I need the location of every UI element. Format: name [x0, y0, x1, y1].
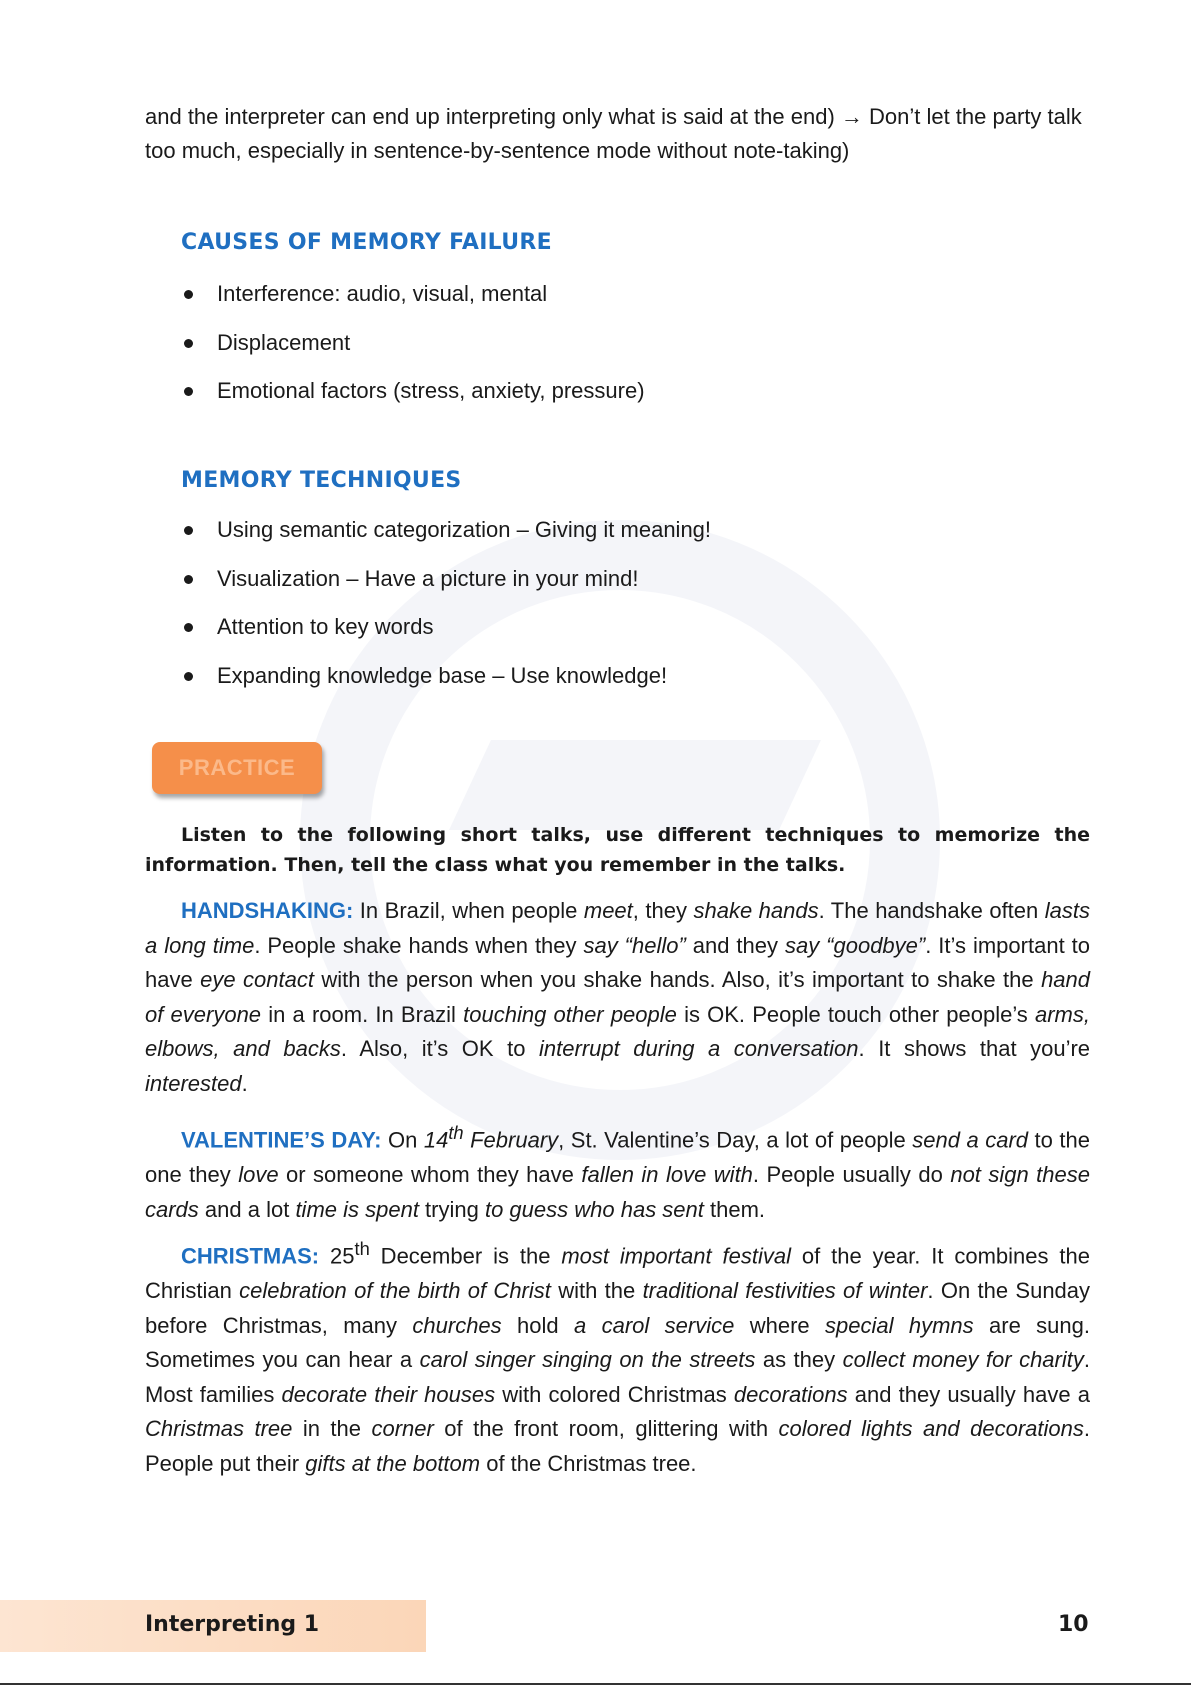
handshaking-label: HANDSHAKING: — [181, 898, 354, 923]
list-item: Interference: audio, visual, mental — [181, 277, 645, 326]
bullet-icon — [184, 387, 193, 396]
causes-heading: CAUSES OF MEMORY FAILURE — [181, 230, 552, 255]
bullet-icon — [184, 672, 193, 681]
list-item: Using semantic categorization – Giving it meaning! — [181, 513, 711, 562]
intro-paragraph: and the interpreter can end up interpreting only what is said at the end) → Don’t let the party talk too much, especially in sentence-by-sentence mode without note-taking) — [145, 104, 1082, 163]
bullet-icon — [184, 290, 193, 299]
list-item: Visualization – Have a picture in your mind! — [181, 562, 711, 611]
bullet-icon — [184, 623, 193, 632]
handshaking-paragraph: HANDSHAKING: In Brazil, when people meet, they shake hands. The handshake often lasts a long time. People shake hands when they say “hello” and they say “goodbye”. It’s important to have eye contact with the person when you shake hands. Also, it’s important to shake the hand of everyone in a room. In Brazil touching other people is OK. People touch other people’s arms, elbows, and backs. Also, it’s OK to interrupt during a conversation. It shows that you’re interested. — [145, 898, 1091, 1096]
list-item: Attention to key words — [181, 610, 711, 659]
christmas-paragraph: CHRISTMAS: 25th December is the most important festival of the year. It combines the Christian celebration of the birth of Christ with the traditional festivities of winter. On the Sunday before Christmas, many churches hold a carol service where special hymns are sung. Sometimes you can hear a carol singer singing on the streets as they collect money for charity. Most families decorate their houses with colored Christmas decorations and they usually have a Christmas tree in the corner of the front room, glittering with colored lights and decorations. People put their gifts at the bottom of the Christmas tree. — [145, 1238, 1091, 1476]
footer-title: Interpreting 1 — [145, 1612, 320, 1637]
practice-button[interactable]: PRACTICE — [152, 742, 322, 794]
causes-list — [181, 277, 645, 423]
techniques-list — [181, 513, 711, 707]
christmas-label: CHRISTMAS: — [181, 1243, 320, 1269]
techniques-heading: MEMORY TECHNIQUES — [181, 468, 462, 493]
practice-instruction: Listen to the following short talks, use different techniques to memorize the information. Then, tell the class what you remember in the talks. — [145, 824, 1090, 876]
valentine-paragraph: VALENTINE’S DAY: On 14th February, St. Valentine’s Day, a lot of people send a card to the one they love or someone whom they have fallen in love with. People usually do not sign these cards and a lot time is spent trying to guess who has sent them. — [145, 1122, 1090, 1222]
list-item: Expanding knowledge base – Use knowledge! — [181, 659, 711, 708]
list-item: Displacement — [181, 326, 645, 375]
list-item: Emotional factors (stress, anxiety, pressure) — [181, 374, 645, 423]
page-number: 10 — [1058, 1612, 1089, 1637]
valentine-label: VALENTINE’S DAY: — [181, 1127, 382, 1153]
bullet-icon — [184, 526, 193, 535]
bullet-icon — [184, 575, 193, 584]
university-logo-watermark — [449, 740, 821, 830]
bullet-icon — [184, 339, 193, 348]
